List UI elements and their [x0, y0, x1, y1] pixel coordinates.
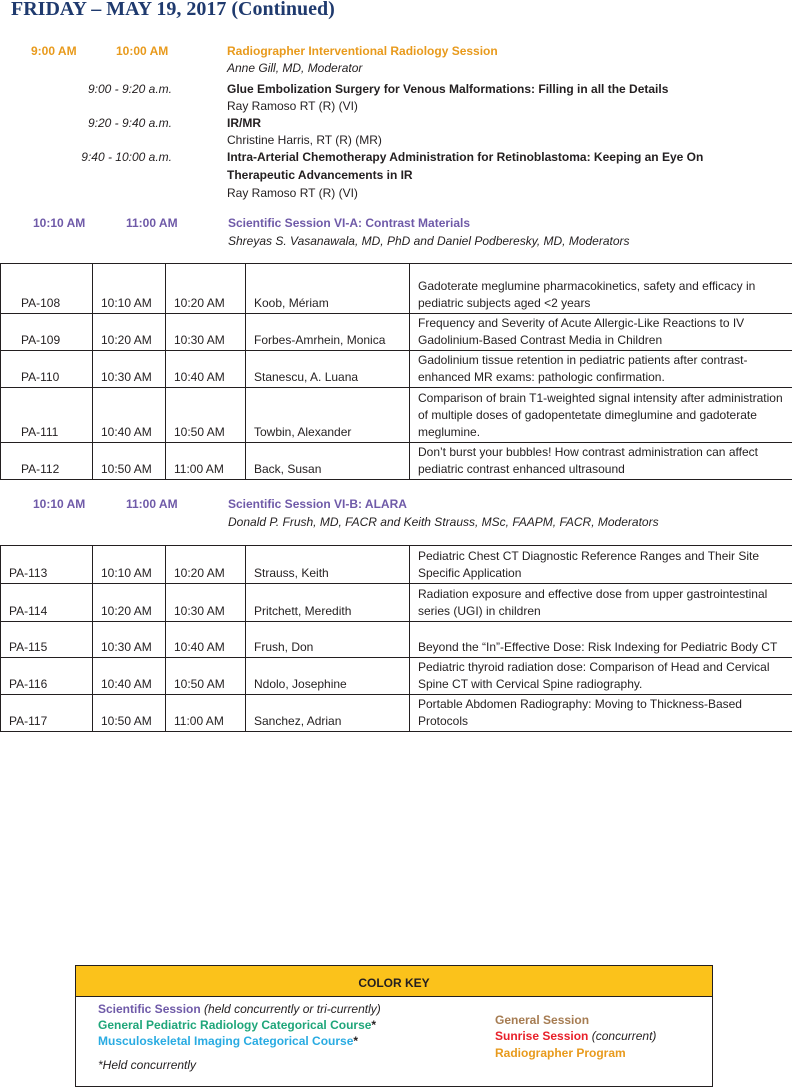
abstract-id: PA-117 — [1, 695, 93, 732]
talk-title-line2: Therapeutic Advancements in IR — [227, 168, 413, 182]
abstract-end: 10:20 AM — [166, 264, 246, 314]
abstract-title: Gadoterate meglumine pharmacokinetics, safety and efficacy in pediatric subjects aged <2 years — [410, 264, 792, 314]
color-key-header: COLOR KEY — [76, 966, 712, 997]
abstract-end: 10:50 AM — [166, 658, 246, 695]
table-row — [1, 388, 792, 443]
table-row — [1, 351, 792, 388]
session-moderator: Anne Gill, MD, Moderator — [227, 61, 363, 75]
abstract-end: 10:40 AM — [166, 351, 246, 388]
abstract-presenter: Pritchett, Meredith — [246, 584, 410, 622]
session-start-time: 9:00 AM — [31, 44, 77, 58]
table-row — [1, 546, 792, 584]
key-asterisk: * — [371, 1018, 377, 1032]
abstract-start: 10:50 AM — [93, 695, 166, 732]
key-scientific-note: (held concurrently or tri-currently) — [204, 1002, 381, 1016]
session-moderator: Shreyas S. Vasanawala, MD, PhD and Daniel Podberesky, MD, Moderators — [228, 234, 630, 248]
abstract-start: 10:20 AM — [93, 584, 166, 622]
key-general-course-label: General Pediatric Radiology Categorical Course — [98, 1018, 372, 1032]
abstract-id: PA-112 — [1, 443, 93, 480]
session-title: Scientific Session VI-B: ALARA — [228, 497, 407, 511]
table-row — [1, 314, 792, 351]
page-title: FRIDAY – MAY 19, 2017 (Continued) — [11, 0, 335, 20]
key-footnote — [98, 1058, 196, 1072]
abstract-start: 10:40 AM — [93, 388, 166, 443]
abstract-end: 10:40 AM — [166, 622, 246, 658]
key-radiographer-label: Radiographer Program — [495, 1046, 626, 1060]
abstract-id: PA-108 — [1, 264, 93, 314]
key-general-course — [98, 1018, 376, 1032]
abstract-presenter: Sanchez, Adrian — [246, 695, 410, 732]
key-scientific-session — [98, 1002, 381, 1016]
abstract-id: PA-116 — [1, 658, 93, 695]
key-msk-course-label: Musculoskeletal Imaging Categorical Course — [98, 1034, 354, 1048]
table-row — [1, 443, 792, 480]
abstract-title: Gadolinium tissue retention in pediatric patients after contrast-enhanced MR exams: pathologic confirmation. — [410, 351, 792, 388]
abstract-id: PA-115 — [1, 622, 93, 658]
key-sunrise-session — [495, 1029, 656, 1043]
abstract-id: PA-109 — [1, 314, 93, 351]
talk-title: Glue Embolization Surgery for Venous Malformations: Filling in all the Details — [227, 82, 669, 96]
abstract-end: 10:50 AM — [166, 388, 246, 443]
session-start-time: 10:10 AM — [33, 497, 86, 511]
color-key — [75, 965, 713, 1087]
abstract-title: Radiation exposure and effective dose from upper gastrointestinal series (UGI) in children — [410, 584, 792, 622]
key-general-session — [495, 1013, 589, 1027]
abstract-presenter: Forbes-Amrhein, Monica — [246, 314, 410, 351]
abstract-title: Pediatric thyroid radiation dose: Comparison of Head and Cervical Spine CT with Cervical Spine radiography. — [410, 658, 792, 695]
abstract-title: Don’t burst your bubbles! How contrast administration can affect pediatric contrast enhanced ultrasound — [410, 443, 792, 480]
abstracts-table-contrast — [0, 263, 792, 480]
table-row — [1, 622, 792, 658]
talk-time: 9:00 - 9:20 a.m. — [87, 82, 172, 96]
table-row — [1, 695, 792, 732]
talk-speaker: Ray Ramoso RT (R) (VI) — [227, 186, 358, 200]
key-sunrise-note: (concurrent) — [591, 1029, 657, 1043]
abstract-title: Portable Abdomen Radiography: Moving to Thickness-Based Protocols — [410, 695, 792, 732]
abstract-presenter: Back, Susan — [246, 443, 410, 480]
abstract-id: PA-111 — [1, 388, 93, 443]
abstract-start: 10:30 AM — [93, 622, 166, 658]
abstract-presenter: Stanescu, A. Luana — [246, 351, 410, 388]
abstract-presenter: Frush, Don — [246, 622, 410, 658]
session-moderator: Donald P. Frush, MD, FACR and Keith Strauss, MSc, FAAPM, FACR, Moderators — [228, 515, 659, 529]
abstract-id: PA-110 — [1, 351, 93, 388]
abstract-presenter: Koob, Mériam — [246, 264, 410, 314]
key-scientific-label: Scientific Session — [98, 1002, 201, 1016]
abstract-title: Pediatric Chest CT Diagnostic Reference Ranges and Their Site Specific Application — [410, 546, 792, 584]
abstract-title: Beyond the “In”-Effective Dose: Risk Indexing for Pediatric Body CT — [410, 622, 792, 658]
abstract-start: 10:50 AM — [93, 443, 166, 480]
abstract-start: 10:20 AM — [93, 314, 166, 351]
abstract-start: 10:10 AM — [93, 546, 166, 584]
abstract-presenter: Ndolo, Josephine — [246, 658, 410, 695]
talk-speaker: Ray Ramoso RT (R) (VI) — [227, 99, 358, 113]
abstract-end: 11:00 AM — [166, 695, 246, 732]
talk-speaker: Christine Harris, RT (R) (MR) — [227, 133, 382, 147]
abstract-presenter: Strauss, Keith — [246, 546, 410, 584]
key-general-session-label: General Session — [495, 1013, 590, 1027]
key-asterisk: * — [353, 1034, 359, 1048]
abstract-start: 10:40 AM — [93, 658, 166, 695]
talk-time: 9:20 - 9:40 a.m. — [87, 116, 172, 130]
talk-title-line1: Intra-Arterial Chemotherapy Administration for Retinoblastoma: Keeping an Eye On — [227, 150, 704, 164]
talk-time: 9:40 - 10:00 a.m. — [81, 150, 172, 164]
key-footnote-text: *Held concurrently — [98, 1058, 197, 1072]
abstract-end: 10:30 AM — [166, 314, 246, 351]
talk-title: IR/MR — [227, 116, 261, 130]
abstract-end: 10:20 AM — [166, 546, 246, 584]
table-row — [1, 584, 792, 622]
key-sunrise-label: Sunrise Session — [495, 1029, 589, 1043]
session-title: Radiographer Interventional Radiology Session — [227, 44, 498, 58]
key-radiographer-program — [495, 1046, 626, 1060]
session-end-time: 10:00 AM — [116, 44, 169, 58]
abstract-start: 10:30 AM — [93, 351, 166, 388]
table-row — [1, 658, 792, 695]
abstract-end: 11:00 AM — [166, 443, 246, 480]
session-start-time: 10:10 AM — [33, 216, 86, 230]
abstract-title: Frequency and Severity of Acute Allergic-Like Reactions to IV Gadolinium-Based Contrast Media in Children — [410, 314, 792, 351]
table-row — [1, 264, 792, 314]
abstract-end: 10:30 AM — [166, 584, 246, 622]
abstract-id: PA-113 — [1, 546, 93, 584]
abstract-presenter: Towbin, Alexander — [246, 388, 410, 443]
key-msk-course — [98, 1034, 358, 1048]
abstracts-table-alara — [0, 545, 792, 732]
abstract-title: Comparison of brain T1-weighted signal intensity after administration of multiple doses of gadopentetate dimeglumine and gadoterate meglumine. — [410, 388, 792, 443]
session-end-time: 11:00 AM — [126, 216, 178, 230]
abstract-id: PA-114 — [1, 584, 93, 622]
abstract-start: 10:10 AM — [93, 264, 166, 314]
session-title: Scientific Session VI-A: Contrast Materials — [228, 216, 471, 230]
session-end-time: 11:00 AM — [126, 497, 178, 511]
